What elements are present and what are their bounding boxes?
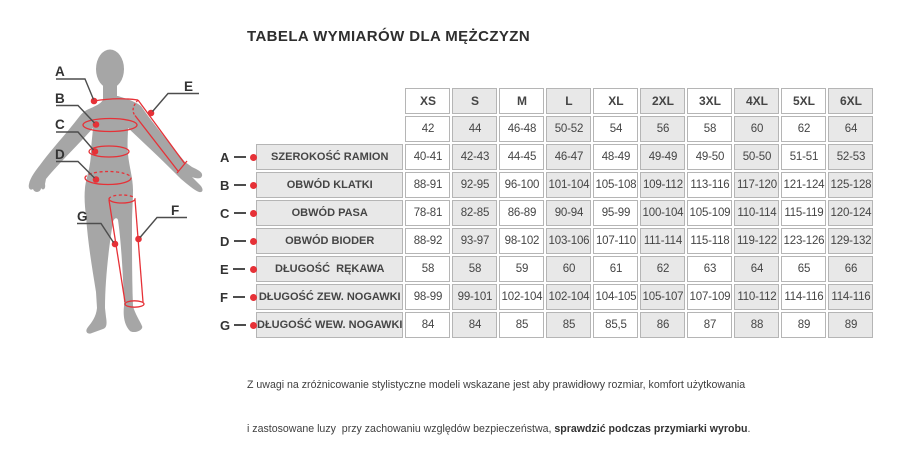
measurement-value-cell: 85 <box>546 312 591 338</box>
marker-dash <box>234 156 246 158</box>
row-marker-cell <box>220 200 254 226</box>
figure-label-f: F <box>171 203 180 218</box>
figure-label-a: A <box>55 64 65 79</box>
size-header-cell: XL <box>593 88 638 114</box>
size-table <box>218 86 875 340</box>
marker-dash <box>234 184 246 186</box>
measurement-value-cell: 99-101 <box>452 284 497 310</box>
measurement-value-cell: 42-43 <box>452 144 497 170</box>
marker-dot-icon <box>250 182 257 189</box>
size-number-cell: 46-48 <box>499 116 544 142</box>
body-measurement-figure <box>28 12 231 362</box>
size-header-cell: 4XL <box>734 88 779 114</box>
measurement-value-cell: 49-49 <box>640 144 685 170</box>
size-number-blank-marker <box>220 116 254 142</box>
measurement-value-cell: 64 <box>734 256 779 282</box>
measurement-value-cell: 84 <box>452 312 497 338</box>
measurement-value-cell: 58 <box>405 256 450 282</box>
table-row <box>220 284 873 310</box>
measurement-value-cell: 85 <box>499 312 544 338</box>
measurement-label-cell: OBWÓD KLATKI <box>256 172 403 198</box>
marker-dash <box>234 212 246 214</box>
row-marker-cell <box>220 144 254 170</box>
measurement-value-cell: 110-114 <box>734 200 779 226</box>
measurement-value-cell: 107-110 <box>593 228 638 254</box>
footer-text-bold: sprawdzić podczas przymiarki wyrobu <box>554 422 748 435</box>
row-marker <box>220 207 254 220</box>
size-number-cell: 50-52 <box>546 116 591 142</box>
body-silhouette-diagram <box>28 12 231 362</box>
measurement-label-cell: DŁUGOŚĆ WEW. NOGAWKI <box>256 312 403 338</box>
measurement-value-cell: 119-122 <box>734 228 779 254</box>
measurement-value-cell: 115-119 <box>781 200 826 226</box>
measure-line-sleeve-inner <box>135 116 178 172</box>
measurement-value-cell: 111-114 <box>640 228 685 254</box>
measurement-value-cell: 115-118 <box>687 228 732 254</box>
size-header-cell: 3XL <box>687 88 732 114</box>
measurement-value-cell: 123-126 <box>781 228 826 254</box>
measurement-value-cell: 114-116 <box>781 284 826 310</box>
size-number-cell: 42 <box>405 116 450 142</box>
measurement-label-cell: DŁUGOŚĆ RĘKAWA <box>256 256 403 282</box>
row-marker <box>220 263 254 276</box>
measurement-value-cell: 82-85 <box>452 200 497 226</box>
measurement-value-cell: 120-124 <box>828 200 873 226</box>
measurement-value-cell: 86-89 <box>499 200 544 226</box>
footer-text-period: . <box>747 422 751 435</box>
row-marker-cell <box>220 172 254 198</box>
size-table-head <box>220 88 873 142</box>
marker-dot-icon <box>250 210 257 217</box>
measurement-value-cell: 58 <box>452 256 497 282</box>
measurement-value-cell: 105-107 <box>640 284 685 310</box>
marker-dash <box>233 296 245 298</box>
marker-dot-icon <box>250 294 257 301</box>
measurement-value-cell: 78-81 <box>405 200 450 226</box>
row-marker <box>220 235 254 248</box>
measurement-value-cell: 101-104 <box>546 172 591 198</box>
measurement-value-cell: 85,5 <box>593 312 638 338</box>
row-letter: F <box>220 289 228 305</box>
measurement-value-cell: 102-104 <box>499 284 544 310</box>
measurement-value-cell: 117-120 <box>734 172 779 198</box>
size-header-row <box>220 88 873 114</box>
size-header-cell: XS <box>405 88 450 114</box>
row-letter: G <box>220 317 231 333</box>
measurement-value-cell: 40-41 <box>405 144 450 170</box>
size-number-cell: 58 <box>687 116 732 142</box>
figure-label-g: G <box>77 209 88 224</box>
row-letter: C <box>220 205 230 221</box>
footer-text-2: i zastosowane luzy przy zachowaniu względów bezpieczeństwa, <box>247 422 555 435</box>
row-letter: B <box>220 177 230 193</box>
measurement-value-cell: 62 <box>640 256 685 282</box>
measurement-value-cell: 105-109 <box>687 200 732 226</box>
measurement-value-cell: 88 <box>734 312 779 338</box>
measurement-value-cell: 125-128 <box>828 172 873 198</box>
footer-text-1: Z uwagi na zróżnicowanie stylistyczne modeli wskazane jest aby prawidłowy rozmiar, komfort użytkowania <box>247 379 746 391</box>
page-title: TABELA WYMIARÓW DLA MĘŻCZYZN <box>247 28 531 45</box>
size-number-cell: 62 <box>781 116 826 142</box>
measurement-value-cell: 121-124 <box>781 172 826 198</box>
size-header-cell: S <box>452 88 497 114</box>
row-letter: E <box>220 261 229 277</box>
measurement-value-cell: 95-99 <box>593 200 638 226</box>
measurement-value-cell: 109-112 <box>640 172 685 198</box>
measurement-value-cell: 61 <box>593 256 638 282</box>
size-number-cell: 64 <box>828 116 873 142</box>
marker-dot-icon <box>250 266 257 273</box>
footer-note <box>247 349 750 465</box>
measurement-value-cell: 86 <box>640 312 685 338</box>
measurement-value-cell: 107-109 <box>687 284 732 310</box>
row-letter: D <box>220 233 230 249</box>
marker-dash <box>234 324 246 326</box>
measurement-value-cell: 113-116 <box>687 172 732 198</box>
pointer-line-e <box>153 94 200 112</box>
measurement-value-cell: 51-51 <box>781 144 826 170</box>
size-number-cell: 44 <box>452 116 497 142</box>
measurement-value-cell: 63 <box>687 256 732 282</box>
measurement-label-cell: OBWÓD PASA <box>256 200 403 226</box>
row-marker-cell <box>220 284 254 310</box>
table-row <box>220 172 873 198</box>
measurement-value-cell: 98-99 <box>405 284 450 310</box>
measurement-value-cell: 90-94 <box>546 200 591 226</box>
table-row <box>220 256 873 282</box>
measurement-value-cell: 88-92 <box>405 228 450 254</box>
measurement-value-cell: 65 <box>781 256 826 282</box>
table-row <box>220 144 873 170</box>
measurement-label-cell: OBWÓD BIODER <box>256 228 403 254</box>
size-number-row <box>220 116 873 142</box>
measurement-value-cell: 102-104 <box>546 284 591 310</box>
size-header-cell: 6XL <box>828 88 873 114</box>
row-marker <box>220 291 254 304</box>
marker-dot-icon <box>250 238 257 245</box>
pointer-line-f <box>140 218 187 238</box>
measurement-value-cell: 52-53 <box>828 144 873 170</box>
measurement-value-cell: 110-112 <box>734 284 779 310</box>
measurement-value-cell: 66 <box>828 256 873 282</box>
measurement-value-cell: 49-50 <box>687 144 732 170</box>
measurement-value-cell: 103-106 <box>546 228 591 254</box>
measurement-value-cell: 60 <box>546 256 591 282</box>
size-number-cell: 56 <box>640 116 685 142</box>
row-marker <box>220 179 254 192</box>
figure-label-c: C <box>55 117 65 132</box>
table-row <box>220 200 873 226</box>
measurement-value-cell: 98-102 <box>499 228 544 254</box>
table-row <box>220 228 873 254</box>
size-table-body <box>220 144 873 338</box>
measurement-value-cell: 105-108 <box>593 172 638 198</box>
row-letter: A <box>220 149 230 165</box>
table-row <box>220 312 873 338</box>
marker-dash <box>234 240 246 242</box>
measurement-value-cell: 92-95 <box>452 172 497 198</box>
measurement-value-cell: 46-47 <box>546 144 591 170</box>
size-number-cell: 54 <box>593 116 638 142</box>
measurement-value-cell: 93-97 <box>452 228 497 254</box>
row-marker-cell <box>220 256 254 282</box>
measure-line-leg-outer <box>135 200 143 303</box>
size-number-cell: 60 <box>734 116 779 142</box>
footer-line-1 <box>247 378 750 393</box>
measurement-value-cell: 100-104 <box>640 200 685 226</box>
size-header-blank-label <box>256 88 403 114</box>
size-header-cell: L <box>546 88 591 114</box>
measurement-value-cell: 89 <box>828 312 873 338</box>
size-header-blank-marker <box>220 88 254 114</box>
measurement-value-cell: 50-50 <box>734 144 779 170</box>
marker-dash <box>233 268 245 270</box>
measurement-value-cell: 48-49 <box>593 144 638 170</box>
measurement-value-cell: 87 <box>687 312 732 338</box>
row-marker-cell <box>220 228 254 254</box>
measurement-value-cell: 44-45 <box>499 144 544 170</box>
footer-line-2 <box>247 422 750 437</box>
measurement-value-cell: 59 <box>499 256 544 282</box>
size-header-cell: 5XL <box>781 88 826 114</box>
measurement-value-cell: 88-91 <box>405 172 450 198</box>
row-marker <box>220 151 254 164</box>
size-header-cell: 2XL <box>640 88 685 114</box>
measurement-value-cell: 96-100 <box>499 172 544 198</box>
figure-label-b: B <box>55 91 65 106</box>
measurement-label-cell: DŁUGOŚĆ ZEW. NOGAWKI <box>256 284 403 310</box>
figure-label-d: D <box>55 147 65 162</box>
row-marker <box>220 319 254 332</box>
size-number-blank-label <box>256 116 403 142</box>
size-header-cell: M <box>499 88 544 114</box>
measurement-value-cell: 104-105 <box>593 284 638 310</box>
measurement-value-cell: 89 <box>781 312 826 338</box>
marker-dot-icon <box>250 322 257 329</box>
figure-label-e: E <box>184 79 194 94</box>
measurement-label-cell: SZEROKOŚĆ RAMION <box>256 144 403 170</box>
marker-dot-icon <box>250 154 257 161</box>
anchor-dot-a <box>91 98 98 105</box>
measurement-value-cell: 114-116 <box>828 284 873 310</box>
row-marker-cell <box>220 312 254 338</box>
measurement-value-cell: 84 <box>405 312 450 338</box>
measurement-value-cell: 129-132 <box>828 228 873 254</box>
